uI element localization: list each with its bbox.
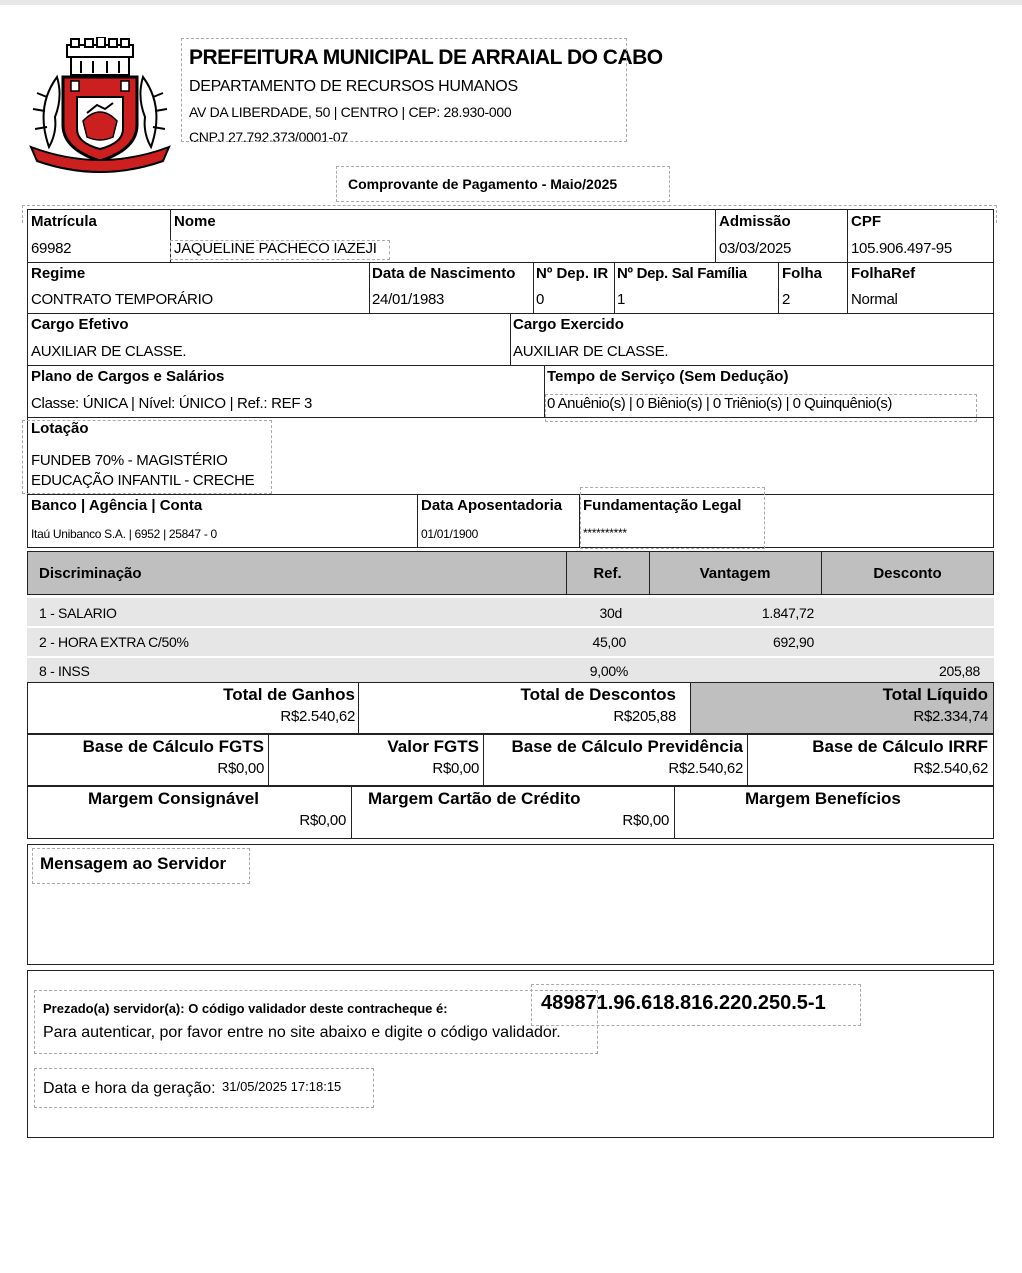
row-1-vantagem: 1.847,72 bbox=[761, 605, 814, 621]
aposentadoria-label: Data Aposentadoria bbox=[421, 497, 563, 514]
row-2-ref: 45,00 bbox=[592, 634, 626, 650]
row-2-desc: 2 - HORA EXTRA C/50% bbox=[39, 634, 189, 650]
margem-cartao-value: R$0,00 bbox=[622, 812, 669, 829]
cargo-efetivo-label: Cargo Efetivo bbox=[31, 316, 129, 333]
base-irrf-value: R$2.540,62 bbox=[913, 760, 988, 777]
base-fgts-label: Base de Cálculo FGTS bbox=[82, 737, 264, 756]
geracao-value: 31/05/2025 17:18:15 bbox=[222, 1079, 342, 1094]
table-row bbox=[27, 658, 994, 682]
cpf-label: CPF bbox=[851, 213, 881, 230]
row-3-ref: 9,00% bbox=[589, 663, 628, 679]
nascimento-value: 24/01/1983 bbox=[372, 291, 445, 308]
top-bar bbox=[0, 0, 1022, 5]
fundamentacao-value: ********** bbox=[583, 526, 627, 540]
table-row bbox=[27, 598, 994, 626]
department-name: DEPARTAMENTO DE RECURSOS HUMANOS bbox=[189, 78, 518, 95]
valor-fgts-value: R$0,00 bbox=[432, 760, 479, 777]
valor-fgts-label: Valor FGTS bbox=[387, 737, 479, 756]
total-liquido-label: Total Líquido bbox=[882, 685, 988, 704]
validacao-section bbox=[27, 970, 994, 1138]
header-ref: Ref. bbox=[593, 565, 622, 582]
tempo-servico-label: Tempo de Serviço (Sem Dedução) bbox=[547, 368, 789, 385]
city-seal-logo bbox=[27, 37, 173, 173]
nascimento-label: Data de Nascimento bbox=[372, 265, 516, 282]
cargo-exercido-label: Cargo Exercido bbox=[513, 316, 624, 333]
base-previdencia-label: Base de Cálculo Previdência bbox=[511, 737, 743, 756]
cargo-efetivo-value: AUXILIAR DE CLASSE. bbox=[31, 343, 187, 360]
banco-label: Banco | Agência | Conta bbox=[31, 497, 203, 514]
fundamentacao-label: Fundamentação Legal bbox=[583, 497, 742, 514]
row-3-desc: 8 - INSS bbox=[39, 663, 90, 679]
codigo-validador: 489871.96.618.816.220.250.5-1 bbox=[541, 992, 826, 1014]
header-discriminacao: Discriminação bbox=[39, 565, 142, 582]
lotacao-label: Lotação bbox=[31, 420, 89, 437]
cpf-value: 105.906.497-95 bbox=[851, 240, 952, 257]
total-descontos-label: Total de Descontos bbox=[520, 685, 676, 704]
margem-consignavel-label: Margem Consignável bbox=[88, 789, 259, 808]
nome-label: Nome bbox=[174, 213, 216, 230]
folha-value: 2 bbox=[782, 291, 791, 308]
row-2-vantagem: 692,90 bbox=[772, 634, 814, 650]
plano-label: Plano de Cargos e Salários bbox=[31, 368, 225, 385]
row-1-desc: 1 - SALARIO bbox=[39, 605, 117, 621]
cargo-exercido-value: AUXILIAR DE CLASSE. bbox=[513, 343, 669, 360]
lotacao-line-2: EDUCAÇÃO INFANTIL - CRECHE bbox=[31, 472, 255, 489]
address: AV DA LIBERDADE, 50 | CENTRO | CEP: 28.930-000 bbox=[189, 104, 512, 120]
validacao-instrucao: Para autenticar, por favor entre no site abaixo e digite o código validador. bbox=[43, 1024, 561, 1041]
header-desconto: Desconto bbox=[873, 565, 942, 582]
lotacao-line-1: FUNDEB 70% - MAGISTÉRIO bbox=[31, 452, 228, 469]
cnpj: CNPJ 27.792.373/0001-07 bbox=[189, 129, 348, 145]
base-previdencia-value: R$2.540,62 bbox=[668, 760, 743, 777]
dep-ir-label: Nº Dep. IR bbox=[536, 265, 609, 282]
header-vantagem: Vantagem bbox=[699, 565, 771, 582]
aposentadoria-value: 01/01/1900 bbox=[421, 527, 479, 541]
margem-cartao-label: Margem Cartão de Crédito bbox=[368, 789, 581, 808]
banco-value: Itaú Unibanco S.A. | 6952 | 25847 - 0 bbox=[31, 527, 217, 541]
regime-label: Regime bbox=[31, 265, 86, 282]
total-liquido-value: R$2.334,74 bbox=[913, 708, 988, 725]
total-ganhos-value: R$2.540,62 bbox=[280, 708, 355, 725]
dep-sf-label: Nº Dep. Sal Família bbox=[617, 265, 747, 282]
folha-label: Folha bbox=[782, 265, 822, 282]
org-name: PREFEITURA MUNICIPAL DE ARRAIAL DO CABO bbox=[189, 46, 663, 69]
matricula-label: Matrícula bbox=[31, 213, 97, 230]
admissao-label: Admissão bbox=[719, 213, 791, 230]
tempo-servico-value: 0 Anuênio(s) | 0 Biênio(s) | 0 Triênio(s) | 0 Quinquênio(s) bbox=[547, 395, 892, 412]
base-irrf-label: Base de Cálculo IRRF bbox=[812, 737, 988, 756]
margem-beneficios-label: Margem Benefícios bbox=[745, 789, 901, 808]
dep-ir-value: 0 bbox=[536, 291, 545, 308]
folharef-value: Normal bbox=[851, 291, 898, 308]
base-fgts-value: R$0,00 bbox=[217, 760, 264, 777]
dep-sf-value: 1 bbox=[617, 291, 626, 308]
document-title: Comprovante de Pagamento - Maio/2025 bbox=[348, 176, 618, 192]
margem-consignavel-value: R$0,00 bbox=[299, 812, 346, 829]
nome-value: JAQUELINE PACHECO IAZEJI bbox=[174, 240, 377, 257]
matricula-value: 69982 bbox=[31, 240, 72, 257]
folharef-label: FolhaRef bbox=[851, 265, 916, 282]
row-1-ref: 30d bbox=[599, 605, 622, 621]
validacao-prefix: Prezado(a) servidor(a): O código validador deste contracheque é: bbox=[43, 1001, 448, 1016]
geracao-label: Data e hora da geração: bbox=[43, 1080, 216, 1097]
regime-value: CONTRATO TEMPORÁRIO bbox=[31, 291, 213, 308]
row-3-desconto: 205,88 bbox=[938, 663, 980, 679]
total-ganhos-label: Total de Ganhos bbox=[223, 685, 355, 704]
total-descontos-value: R$205,88 bbox=[613, 708, 676, 725]
plano-value: Classe: ÚNICA | Nível: ÚNICO | Ref.: REF 3 bbox=[31, 395, 313, 412]
admissao-value: 03/03/2025 bbox=[719, 240, 792, 257]
mensagem-label: Mensagem ao Servidor bbox=[40, 854, 227, 873]
